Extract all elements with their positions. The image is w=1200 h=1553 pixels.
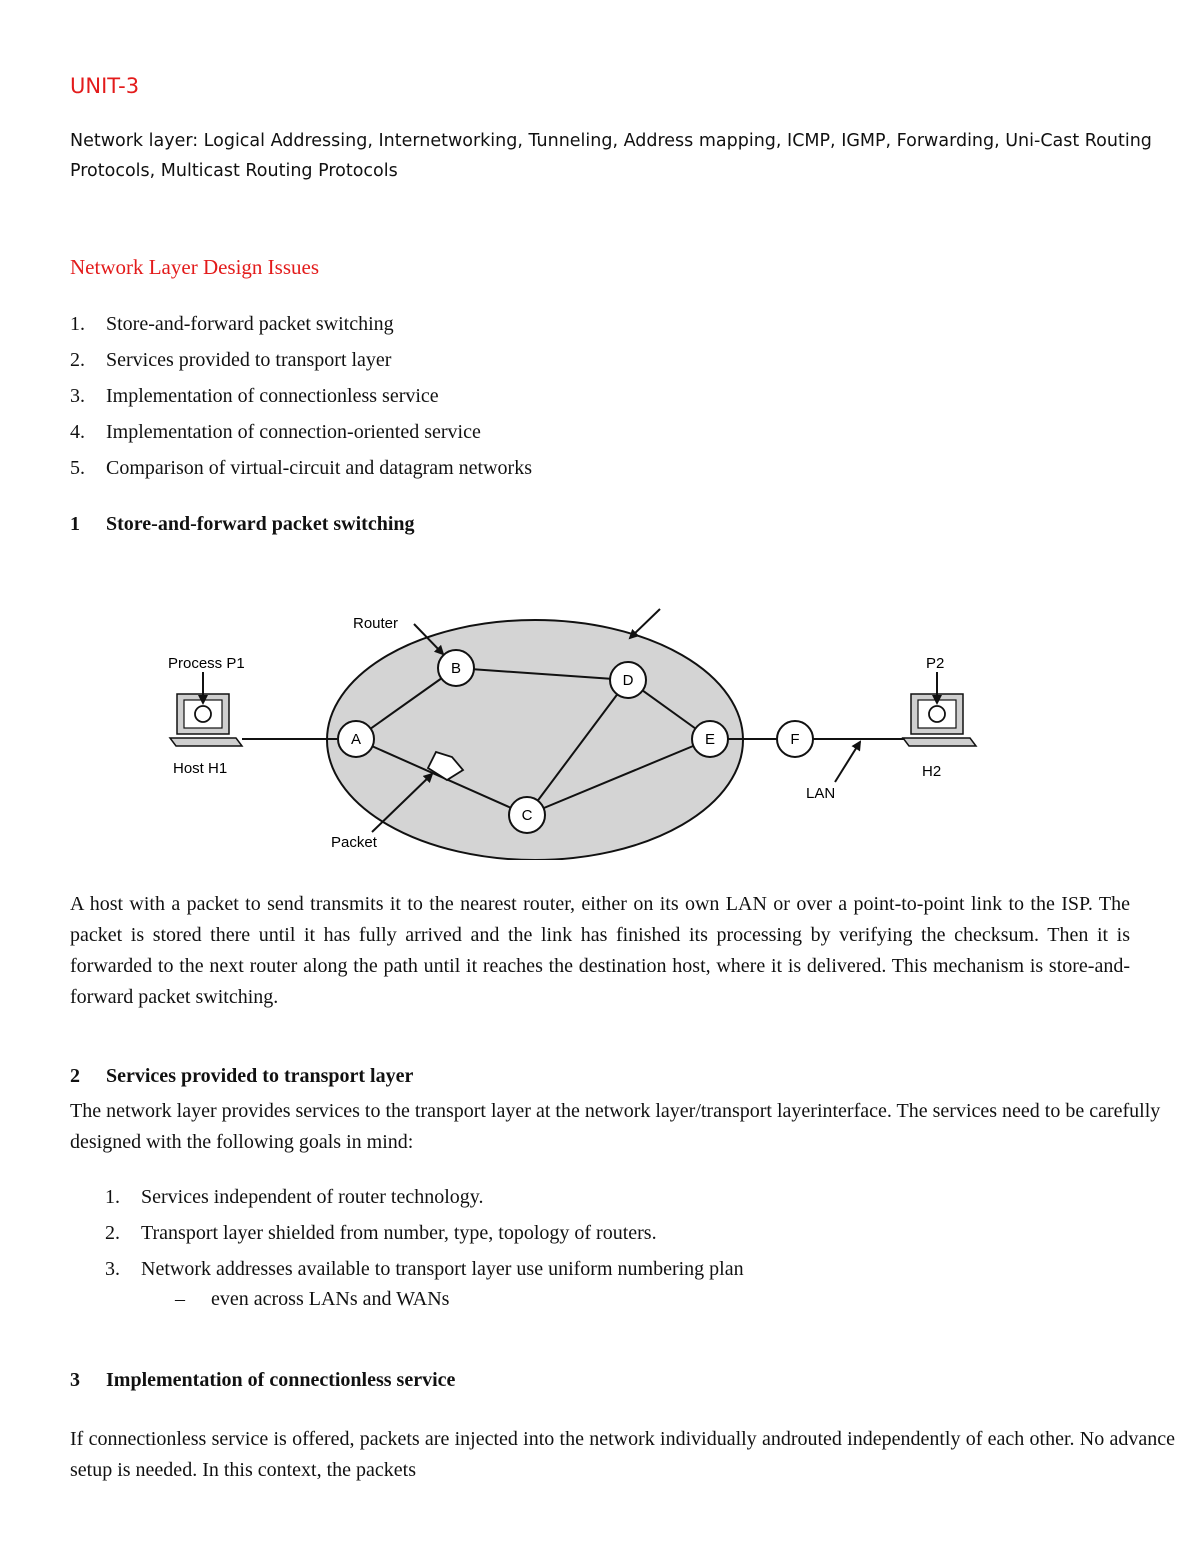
list-item-text: Services independent of router technology. [141, 1186, 484, 1208]
list-item [105, 1254, 744, 1290]
list-item [70, 381, 532, 417]
list-item [105, 1218, 744, 1254]
goals-list [105, 1182, 744, 1290]
goals-sub-item [175, 1288, 449, 1311]
section1-title: Store-and-forward packet switching [106, 513, 415, 535]
store-and-forward-diagram [150, 595, 1000, 860]
section1-heading [70, 513, 415, 536]
list-item-number: 1. [105, 1186, 120, 1208]
section2-number: 2 [70, 1065, 80, 1087]
section2-title: Services provided to transport layer [106, 1065, 414, 1087]
h2-label: H2 [922, 763, 942, 780]
section3-title: Implementation of connectionless service [106, 1369, 456, 1391]
router-node-d [610, 662, 646, 698]
router-label: Router [353, 615, 399, 632]
list-item-text: Network addresses available to transport layer use uniform numbering plan [141, 1258, 744, 1280]
list-item [70, 345, 532, 381]
list-item [105, 1182, 744, 1218]
section1-paragraph: A host with a packet to send transmits it to the nearest router, either on its own LAN or over a point-to-point link to the ISP. The packet is stored there until it has fully arrived and the link has finished its processing by verifying the checksum. Then it is forwarded to the next router along the path until it reaches the destination host, where it is delivered. This mechanism is store-and-forward packet switching. [70, 893, 1130, 1008]
topics-list: Network layer: Logical Addressing, Internetworking, Tunneling, Address mapping, ICMP, IGMP, Forwarding, Uni-Cast Routing Protocols, Multicast Routing Protocols [70, 131, 1152, 181]
host-h2-computer-icon [903, 694, 976, 746]
list-item-number: 4. [70, 421, 85, 443]
list-item-text: Comparison of virtual-circuit and datagram networks [106, 457, 532, 479]
node-label-d: D [622, 672, 634, 689]
list-item [70, 417, 532, 453]
design-issues-heading: Network Layer Design Issues [70, 255, 320, 279]
process-p1-label: Process P1 [168, 655, 245, 672]
router-node-b [438, 650, 474, 686]
packet-label: Packet [331, 834, 377, 851]
router-node-c [509, 797, 545, 833]
list-item [70, 309, 532, 345]
node-label-e: E [704, 731, 716, 748]
list-item-number: 3. [70, 385, 85, 407]
list-item-number: 3. [105, 1258, 120, 1280]
list-item-number: 1. [70, 313, 85, 335]
list-item-text: Transport layer shielded from number, type, topology of routers. [141, 1222, 657, 1244]
node-label-c: C [521, 807, 533, 824]
list-item [70, 453, 532, 489]
section3-number: 3 [70, 1369, 80, 1391]
list-item-number: 2. [105, 1222, 120, 1244]
list-item-text: Services provided to transport layer [106, 349, 392, 371]
section2-paragraph: The network layer provides services to the transport layer at the network layer/transport layerinterface. The services need to be carefully designed with the following goals in mind: [70, 1100, 1161, 1153]
node-label-b: B [450, 660, 462, 677]
lan-label: LAN [806, 785, 836, 802]
router-node-a [338, 721, 374, 757]
list-item-text: Implementation of connectionless service [106, 385, 439, 407]
host-h1-label: Host H1 [173, 760, 228, 777]
router-node-e [692, 721, 728, 757]
sub-item-dash: – [175, 1288, 185, 1310]
router-node-f [777, 721, 813, 757]
sub-item-text: even across LANs and WANs [211, 1288, 450, 1310]
p2-label: P2 [926, 655, 945, 672]
unit-title: UNIT-3 [70, 74, 140, 98]
list-item-number: 2. [70, 349, 85, 371]
host-h1-computer-icon [170, 694, 242, 746]
section3-paragraph: If connectionless service is offered, packets are injected into the network individually androuted independently of each other. No advance setup is needed. In this context, the packets [70, 1428, 1175, 1481]
section3-heading [70, 1369, 455, 1392]
node-label-a: A [350, 731, 362, 748]
list-item-text: Store-and-forward packet switching [106, 313, 394, 335]
list-item-text: Implementation of connection-oriented service [106, 421, 481, 443]
section1-number: 1 [70, 513, 80, 535]
section2-heading [70, 1065, 413, 1088]
design-issues-list [70, 309, 532, 489]
node-label-f: F [790, 731, 800, 748]
list-item-number: 5. [70, 457, 85, 479]
